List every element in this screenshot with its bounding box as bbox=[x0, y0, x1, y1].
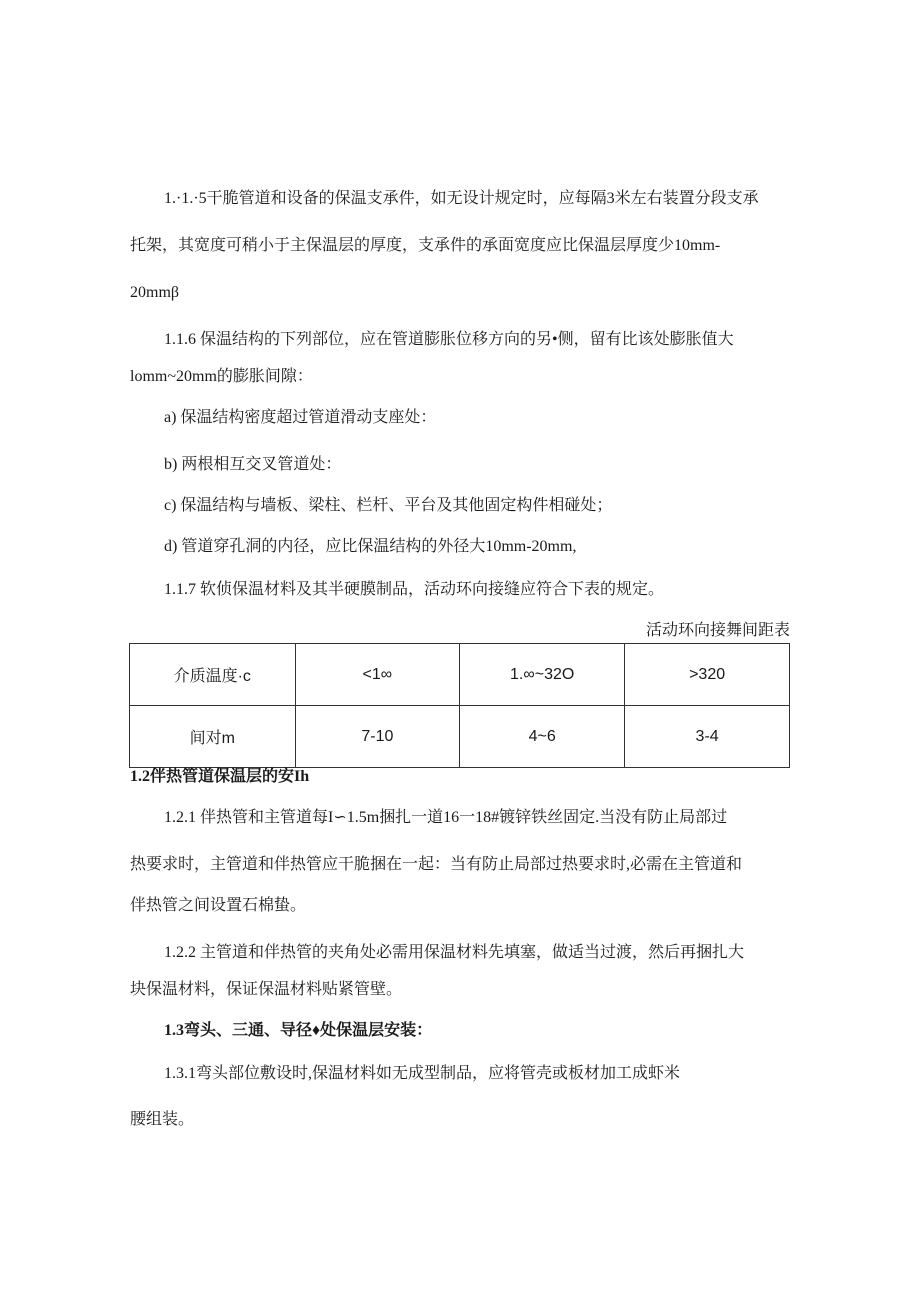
list-item-b: b) 两根相互交叉管道处： bbox=[164, 456, 342, 473]
list-item-d: d) 管道穿孔洞的内径，应比保温结构的外径大10mm-20mm, bbox=[164, 538, 577, 555]
table-row bbox=[130, 644, 790, 706]
list-item-a: a) 保温结构密度超过管道滑动支座处： bbox=[164, 409, 437, 426]
para-1-1-5-line1: 1.·1.·5干脆管道和设备的保温支承件，如无设计规定时，应每隔3米左右装置分段支承 bbox=[164, 190, 759, 207]
para-1-2-1-line1: 1.2.1 伴热管和主管道每I∽1.5m捆扎一道16一18#镀锌铁丝固定.当没有防止局部过 bbox=[164, 809, 728, 826]
table-cell-header-medium-temp: 介质温度·c bbox=[130, 644, 296, 706]
para-1-2-1-line2: 热要求时，主管道和伴热管应干脆捆在一起：当有防止局部过热要求时,必需在主管道和 bbox=[130, 856, 743, 873]
para-1-3-1-line1: 1.3.1弯头部位敷设时,保温材料如无成型制品，应将管壳或板材加工成虾米 bbox=[164, 1065, 681, 1082]
para-1-3-1-line2: 腰组装。 bbox=[130, 1111, 195, 1128]
para-1-1-7: 1.1.7 软侦保温材料及其半硬膜制品，活动环向接缝应符合下表的规定。 bbox=[164, 581, 665, 598]
table-caption: 活动环向接舞间距表 bbox=[645, 622, 790, 639]
section-heading-1-3: 1.3弯头、三通、导径♦处保温层安装： bbox=[164, 1022, 433, 1039]
para-1-2-1-line3: 伴热管之间设置石棉蛰。 bbox=[130, 897, 307, 914]
table-cell-spacing-100-320: 4~6 bbox=[460, 706, 625, 768]
para-1-2-2-line2: 块保温材料，保证保温材料贴紧管壁。 bbox=[130, 981, 403, 998]
para-1-1-5-line3: 20mmβ bbox=[130, 284, 180, 301]
para-1-1-5-line2: 托架，其宽度可稍小于主保温层的厚度，支承件的承面宽度应比保温层厚度少10mm- bbox=[130, 237, 721, 254]
table-cell-header-lt-100: <1∞ bbox=[295, 644, 460, 706]
para-1-1-6-line2: lomm~20mm的膨胀间隙： bbox=[130, 368, 313, 385]
list-item-c: c) 保温结构与墙板、梁柱、栏杆、平台及其他固定构件相碰处； bbox=[164, 497, 613, 514]
table-cell-spacing-lt-100: 7-10 bbox=[295, 706, 460, 768]
section-heading-1-2: 1.2伴热管道保温层的安Ih bbox=[130, 768, 310, 785]
para-1-2-2-line1: 1.2.2 主管道和伴热管的夹角处必需用保温材料先填塞，做适当过渡，然后再捆扎大 bbox=[164, 944, 745, 961]
table-cell-header-gt-320: >320 bbox=[625, 644, 790, 706]
table-cell-header-100-320: 1.∞~32O bbox=[460, 644, 625, 706]
table-cell-spacing-label: 间对m bbox=[130, 706, 296, 768]
joint-spacing-table bbox=[129, 643, 790, 768]
para-1-1-6-line1: 1.1.6 保温结构的下列部位，应在管道膨胀位移方向的另•侧，留有比该处膨胀值大 bbox=[164, 331, 734, 348]
table-cell-spacing-gt-320: 3-4 bbox=[625, 706, 790, 768]
